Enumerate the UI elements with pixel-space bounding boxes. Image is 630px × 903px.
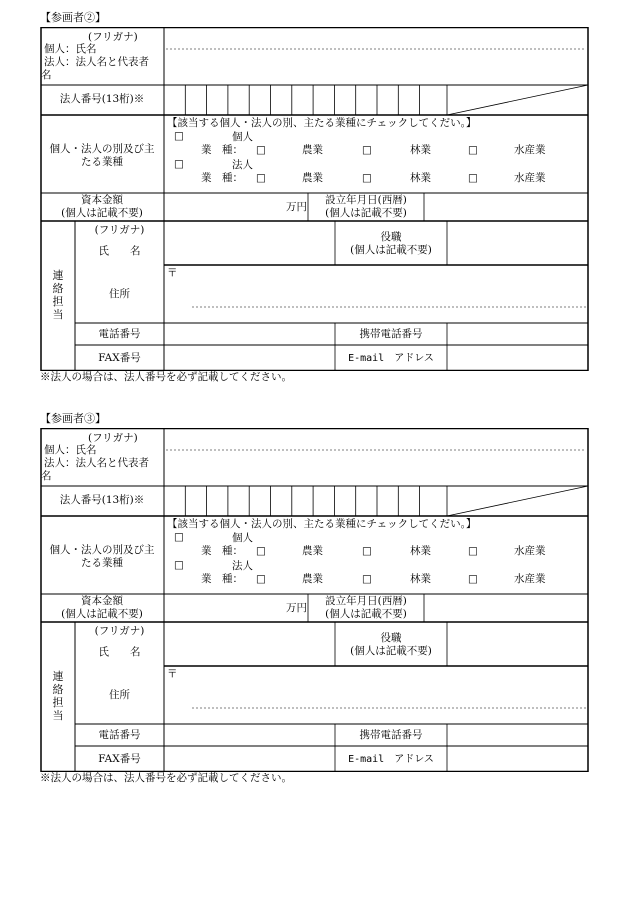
contact-name-input[interactable]: [164, 221, 335, 265]
established-date-input[interactable]: [424, 193, 588, 221]
individual-label: 個人: [232, 131, 253, 143]
corporation-forestry-checkbox[interactable]: □: [362, 172, 372, 184]
contact-vertical-label: 連 絡 担 当: [52, 269, 64, 321]
contact-name-label: 氏 名: [98, 245, 141, 257]
section-title: 【参画者③】: [40, 412, 106, 425]
contact-name-input[interactable]: [164, 622, 335, 666]
position-label-line-2: (個人は記載不要): [350, 244, 432, 256]
email-input[interactable]: [447, 345, 588, 371]
corporation-industry-label: 業 種：: [201, 172, 243, 184]
individual-forestry-label: 林業: [410, 545, 431, 557]
name-label-line-3: 名: [41, 69, 52, 81]
mobile-label: 携帯電話番号: [359, 328, 423, 340]
position-label-line-1: 役職: [380, 632, 402, 644]
position-label-line-2: (個人は記載不要): [350, 645, 432, 657]
type-label-line-1: 個人・法人の別及び主: [49, 143, 155, 155]
mobile-label: 携帯電話番号: [359, 729, 423, 741]
postal-mark: 〒: [167, 668, 178, 680]
position-input[interactable]: [447, 221, 588, 265]
corporation-fishery-checkbox[interactable]: □: [468, 573, 478, 585]
individual-fishery-checkbox[interactable]: □: [468, 144, 478, 156]
individual-agriculture-label: 農業: [302, 144, 323, 156]
fax-label: FAX番号: [98, 352, 141, 364]
name-label-line-2: 法人：法人名と代表者: [44, 56, 149, 68]
email-label: E-mail アドレス: [348, 353, 434, 364]
participant-form: [40, 27, 589, 371]
corporation-fishery-checkbox[interactable]: □: [468, 172, 478, 184]
name-input[interactable]: [166, 452, 586, 484]
capital-unit: 万円: [286, 201, 307, 213]
email-input[interactable]: [447, 746, 588, 772]
corp-number-input[interactable]: [164, 85, 447, 115]
capital-unit: 万円: [286, 602, 307, 614]
participant-form: [40, 428, 589, 772]
individual-fishery-label: 水産業: [514, 144, 546, 156]
name-label-line-2: 法人：法人名と代表者: [44, 457, 149, 469]
corp-number-note: ※法人の場合は、法人番号を必ず記載してください。: [40, 371, 292, 383]
individual-label: 個人: [232, 532, 253, 544]
capital-label-line-1: 資本金額: [81, 194, 123, 206]
address-input[interactable]: [164, 666, 588, 724]
contact-name-label: 氏 名: [98, 646, 141, 658]
address-label: 住所: [109, 689, 130, 701]
established-date-input[interactable]: [424, 594, 588, 622]
established-label-line-2: (個人は記載不要): [325, 608, 407, 620]
individual-fishery-label: 水産業: [514, 545, 546, 557]
fax-input[interactable]: [164, 345, 335, 371]
contact-vertical-label: 連 絡 担 当: [52, 670, 64, 722]
corp-number-label: 法人番号(13桁)※: [59, 93, 145, 105]
contact-furigana-label: (フリガナ): [94, 625, 145, 637]
corporation-forestry-checkbox[interactable]: □: [362, 573, 372, 585]
mobile-input[interactable]: [447, 323, 588, 345]
corp-number-input[interactable]: [164, 486, 447, 516]
corporation-checkbox[interactable]: □: [174, 559, 184, 571]
position-input[interactable]: [447, 622, 588, 666]
type-label-line-2: たる業種: [81, 557, 123, 569]
corporation-fishery-label: 水産業: [514, 573, 546, 585]
capital-label-line-2: (個人は記載不要): [61, 608, 143, 620]
capital-label-line-1: 資本金額: [81, 595, 123, 607]
individual-forestry-checkbox[interactable]: □: [362, 545, 372, 557]
corporation-agriculture-checkbox[interactable]: □: [256, 573, 266, 585]
individual-agriculture-checkbox[interactable]: □: [256, 545, 266, 557]
corporation-checkbox[interactable]: □: [174, 158, 184, 170]
individual-checkbox[interactable]: □: [174, 531, 184, 543]
address-label: 住所: [109, 288, 130, 300]
corporation-label: 法人: [232, 159, 253, 171]
corporation-label: 法人: [232, 560, 253, 572]
phone-input[interactable]: [164, 724, 335, 746]
mobile-input[interactable]: [447, 724, 588, 746]
check-instruction: 【該当する個人・法人の別、主たる業種にチェックしてくだい。】: [167, 518, 477, 530]
name-label-line-3: 名: [41, 470, 52, 482]
corporation-industry-label: 業 種：: [201, 573, 243, 585]
email-label: E-mail アドレス: [348, 754, 434, 765]
individual-forestry-label: 林業: [410, 144, 431, 156]
name-input[interactable]: [166, 51, 586, 83]
individual-forestry-checkbox[interactable]: □: [362, 144, 372, 156]
corporation-agriculture-label: 農業: [302, 573, 323, 585]
name-furigana-label: (フリガナ): [88, 31, 138, 43]
established-label-line-2: (個人は記載不要): [325, 207, 407, 219]
corporation-forestry-label: 林業: [410, 573, 431, 585]
section-title: 【参画者②】: [40, 11, 106, 24]
position-label-line-1: 役職: [380, 231, 402, 243]
established-label-line-1: 設立年月日(西暦): [325, 194, 407, 206]
individual-fishery-checkbox[interactable]: □: [468, 545, 478, 557]
type-label-line-2: たる業種: [81, 156, 123, 168]
corp-number-note: ※法人の場合は、法人番号を必ず記載してください。: [40, 772, 292, 784]
type-label-line-1: 個人・法人の別及び主: [49, 544, 155, 556]
capital-label-line-2: (個人は記載不要): [61, 207, 143, 219]
fax-input[interactable]: [164, 746, 335, 772]
corporation-agriculture-label: 農業: [302, 172, 323, 184]
check-instruction: 【該当する個人・法人の別、主たる業種にチェックしてくだい。】: [167, 117, 477, 129]
address-input[interactable]: [164, 265, 588, 323]
name-furigana-label: (フリガナ): [88, 432, 138, 444]
individual-checkbox[interactable]: □: [174, 130, 184, 142]
name-label-line-1: 個人：氏名: [44, 43, 97, 55]
fax-label: FAX番号: [98, 753, 141, 765]
capital-input[interactable]: [164, 594, 284, 622]
individual-industry-label: 業 種：: [201, 144, 243, 156]
contact-furigana-label: (フリガナ): [94, 224, 145, 236]
postal-mark: 〒: [167, 267, 178, 279]
individual-industry-label: 業 種：: [201, 545, 243, 557]
established-label-line-1: 設立年月日(西暦): [325, 595, 407, 607]
individual-agriculture-label: 農業: [302, 545, 323, 557]
name-label-line-1: 個人：氏名: [44, 444, 97, 456]
corporation-agriculture-checkbox[interactable]: □: [256, 172, 266, 184]
phone-label: 電話番号: [98, 729, 141, 741]
phone-label: 電話番号: [98, 328, 141, 340]
corp-number-label: 法人番号(13桁)※: [59, 494, 145, 506]
corporation-fishery-label: 水産業: [514, 172, 546, 184]
capital-input[interactable]: [164, 193, 284, 221]
individual-agriculture-checkbox[interactable]: □: [256, 144, 266, 156]
corporation-forestry-label: 林業: [410, 172, 431, 184]
phone-input[interactable]: [164, 323, 335, 345]
